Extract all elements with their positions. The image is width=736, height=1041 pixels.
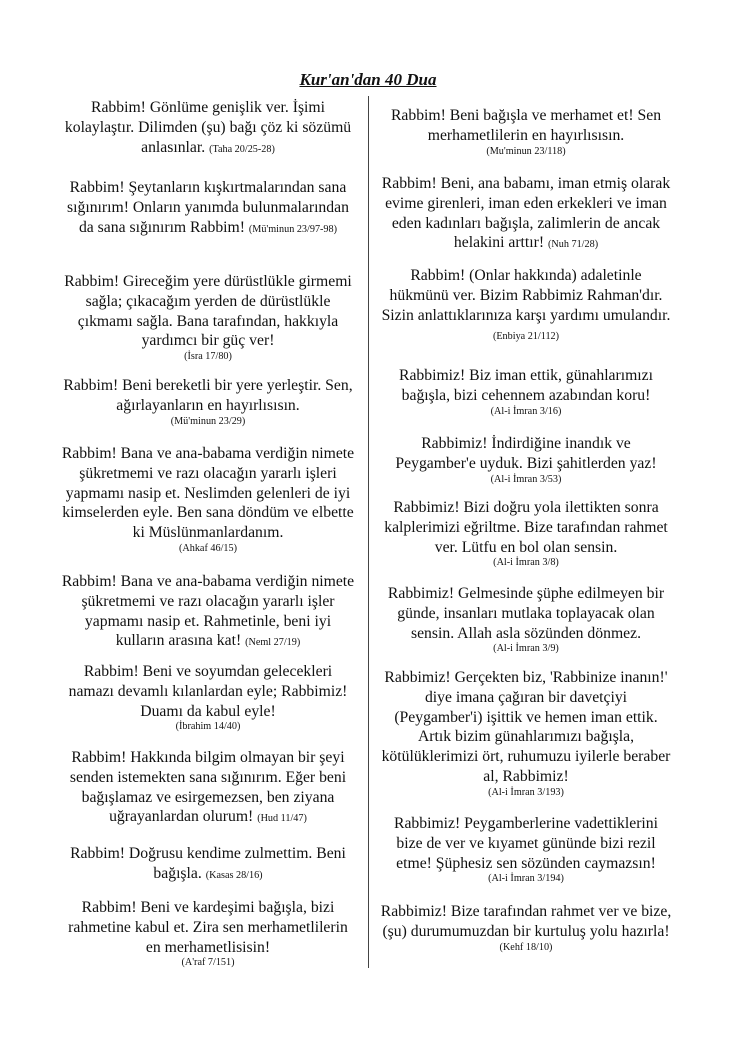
verse-reference: (Mü'minun 23/97-98) [248,223,338,235]
column-divider [368,96,369,968]
verse-reference: (Al-i İmran 3/8) [493,557,559,569]
verse-reference: (Al-i İmran 3/193) [488,786,564,798]
page-title: Kur'an'dan 40 Dua [299,70,437,89]
prayer-entry [60,844,356,886]
verse-reference: (Al-i İmran 3/194) [488,873,564,885]
prayer-text: Rabbim! Beni bağışla ve merhamet et! Sen merhametlilerin en hayırlısısın. [390,107,662,144]
prayer-text: Rabbimiz! Peygamberlerine vadettiklerini bize de ver ve kıyamet gününde bizi rezil etme! Şüphesiz sen sözünden caymazsın! [394,815,658,872]
prayer-entry [380,902,672,954]
prayer-entry [380,434,672,486]
prayer-entry [60,662,356,733]
prayer-text: Rabbim! Bana ve ana-babama verdiğin nimete şükretmemi ve razı olacağın yararlı işler yapmamı nasip et. Rahmetinle, beni iyi kulların arasına kat! [61,573,355,650]
prayer-text: Rabbimiz! Bizi doğru yola ilettikten sonra kalplerimizi eğriltme. Bize tarafından rahmet ver. Lütfu en bol olan sensin. [384,499,668,556]
prayer-entry [60,898,356,969]
prayer-entry [60,376,356,428]
verse-reference: (Al-i İmran 3/53) [490,473,562,485]
prayer-entry [380,814,672,885]
prayer-text: Rabbim! Gönlüme genişlik ver. İşimi kolaylaştır. Dilimden (şu) bağı çöz ki sözümü anlasınlar. [64,99,352,156]
prayer-text: Rabbimiz! Biz iman ettik, günahlarımızı bağışla, bizi cehennem azabından koru! [399,367,653,404]
verse-reference: (Enbiya 21/112) [492,331,560,343]
prayer-entry [60,748,356,829]
prayer-text: Rabbim! Hakkında bilgim olmayan bir şeyi senden istemekten sana sığınırım. Eğer beni bağışlamaz ve esirgemezsen, ben ziyana uğrayanlardan olurum! [69,749,347,826]
verse-reference: (Ahkaf 46/15) [179,542,237,554]
prayer-text: Rabbim! Gireceğim yere dürüstlükle girmemi sağla; çıkacağım yerden de dürüstlükle çıkmamı sağla. Bana tarafından, hakkıyla yardımcı bir güç ver! [64,273,352,350]
prayer-text: Rabbimiz! Gelmesinde şüphe edilmeyen bir günde, insanları mutlaka toplayacak olan sensin. Allah asla sözünden dönmez. [387,585,665,642]
verse-reference: (A'raf 7/151) [181,957,235,969]
prayer-entry [380,366,672,418]
prayer-entry [60,272,356,363]
verse-reference: (Taha 20/25-28) [209,143,275,155]
verse-reference: (Hud 11/47) [257,813,307,825]
verse-reference: (Mu'minun 23/118) [486,145,566,157]
prayer-text: Rabbim! Şeytanların kışkırtmalarından sana sığınırım! Onların yanımda bulunmalarından da sana sığınırım Rabbim! [67,179,349,236]
verse-reference: (Al-i İmran 3/16) [490,405,562,417]
verse-reference: (Nuh 71/28) [548,239,599,251]
prayer-text: Rabbim! Bana ve ana-babama verdiğin nimete şükretmemi ve razı olacağın yararlı işleri yapmamı nasip et. Neslimden gelenleri de iyi kimselerden eyle. Ben sana döndüm ve elbette ki Müslünmanlardanım. [61,445,355,542]
prayer-text: Rabbim! Beni ve kardeşimi bağışla, bizi rahmetine kabul et. Zira sen merhametlilerin en merhametlisisin! [68,899,348,956]
verse-reference: (Kasas 28/16) [205,869,263,881]
prayer-text: Rabbimiz! İndirdiğine inandık ve Peygamber'e uyduk. Bizi şahitlerden yaz! [395,435,657,472]
verse-reference: (Mü'minun 23/29) [170,415,246,427]
verse-reference: (İsra 17/80) [184,351,232,363]
prayer-entry [380,668,672,799]
prayer-entry [60,178,356,239]
verse-reference: (Kehf 18/10) [499,941,553,953]
prayer-entry [60,572,356,653]
prayer-text: Rabbim! Doğrusu kendime zulmettim. Beni bağışla. [70,845,346,882]
verse-reference: (İbrahim 14/40) [175,721,241,733]
prayer-text: Rabbimiz! Gerçekten biz, 'Rabbinize inanın!' diye imana çağıran bir davetçiyi (Peygamber'i) işittik ve hemen iman ettik. Artık bizim günahlarımızı bağışla, kötülüklerimizi ört, ruhumuzu iyilerle beraber al, Rabbimiz! [381,669,671,785]
prayer-entry [380,584,672,655]
verse-reference: (Neml 27/19) [245,637,301,649]
prayer-text: Rabbim! Beni bereketli bir yere yerleştir. Sen, ağırlayanların en hayırlısısın. [63,377,353,414]
prayer-entry [380,266,672,347]
prayer-text: Rabbim! Beni, ana babamı, iman etmiş olarak evime girenleri, iman eden erkekleri ve iman eden kadınları bağışla, zalimlerin de ancak helakini arttır! [381,175,671,252]
prayer-text: Rabbim! Beni ve soyumdan gelecekleri namazı devamlı kılanlardan eyle; Rabbimiz! Duamı da kabul eyle! [68,663,348,720]
prayer-entry [380,106,672,158]
prayer-entry [60,444,356,555]
prayer-text: Rabbim! (Onlar hakkında) adaletinle hükmünü ver. Bizim Rabbimiz Rahman'dır. Sizin anlattıklarınıza karşı yardımı umulandır. [381,267,671,324]
verse-reference: (Al-i İmran 3/9) [493,643,559,655]
prayer-text: Rabbimiz! Bize tarafından rahmet ver ve bize, (şu) durumumuzdan bir kurtuluş yolu hazırla! [380,903,672,940]
prayer-entry [60,98,356,159]
prayer-entry [380,174,672,255]
prayer-entry [380,498,672,569]
